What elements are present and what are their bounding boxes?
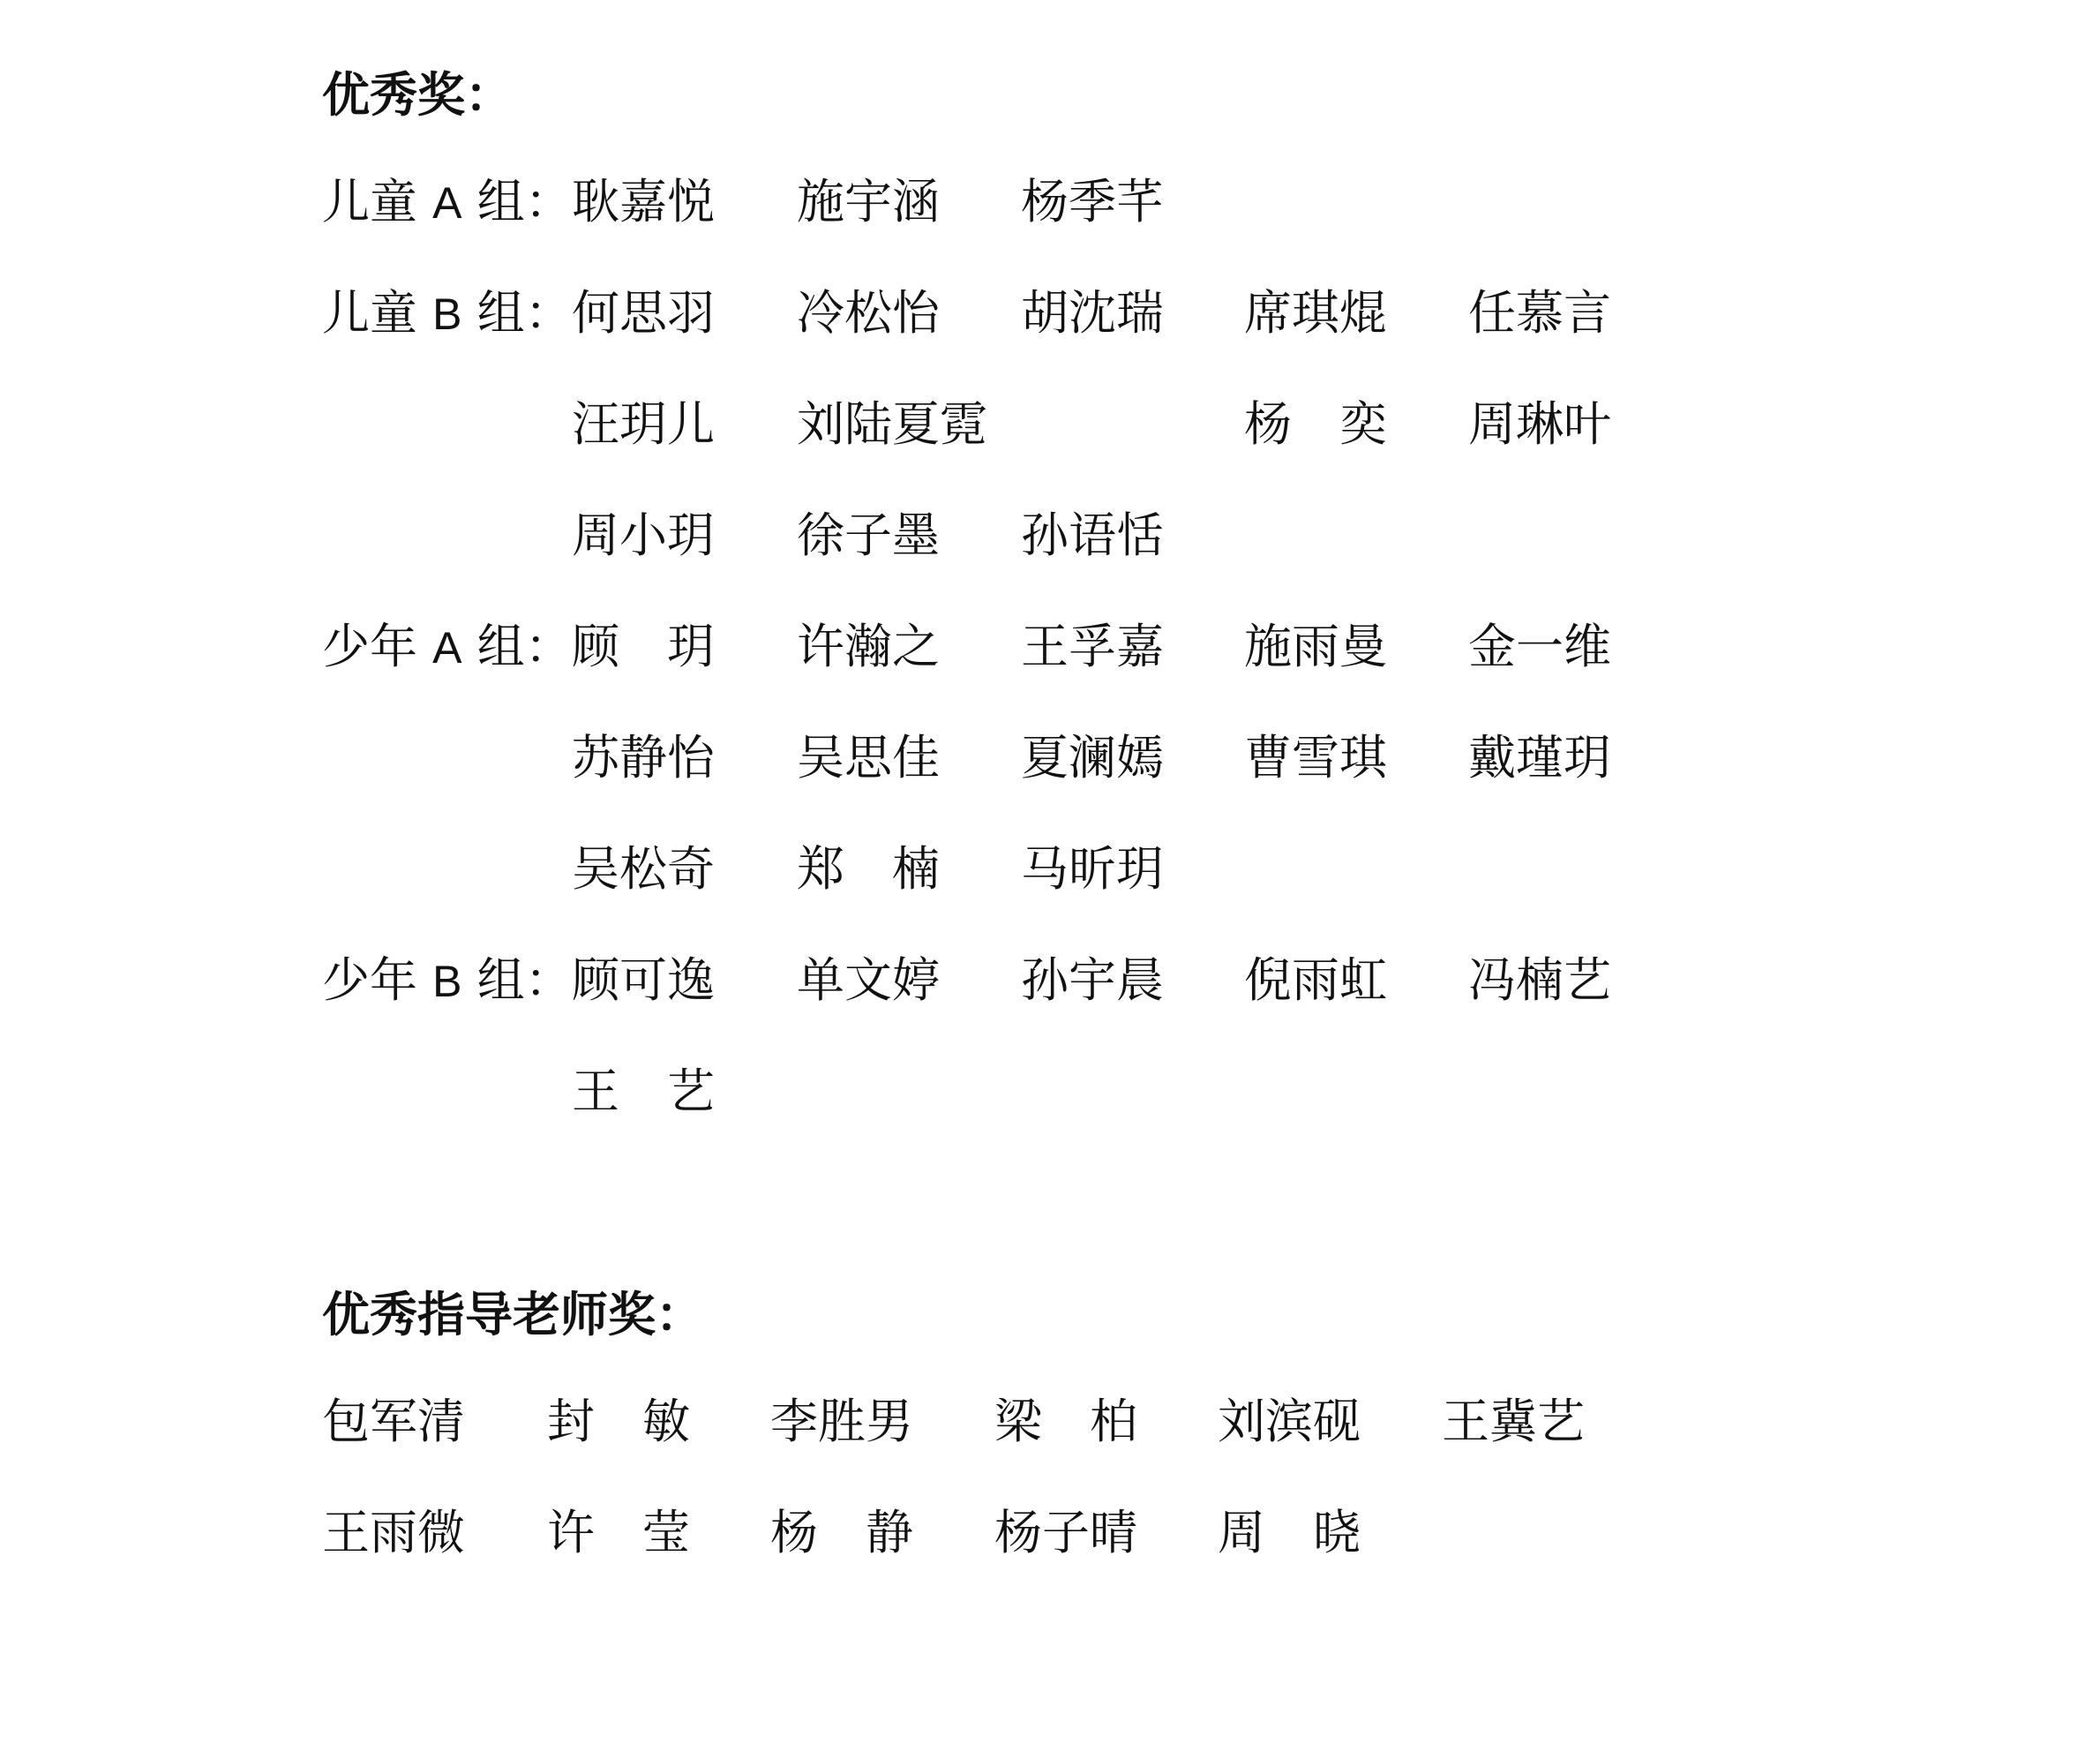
group-label-letter: A (432, 623, 462, 673)
student-name: 顾可逸 (572, 952, 715, 1008)
student-name: 席琪焜 (1244, 285, 1387, 341)
group-label-children-a (322, 171, 573, 234)
teacher-name: 杨子晴 (994, 1505, 1137, 1560)
student-name: 顾 玥 (572, 619, 715, 674)
group-label-letter: A (432, 178, 462, 228)
student-name: 周琳叶 (1468, 396, 1611, 452)
excellence-award-heading: 优秀奖： (322, 67, 513, 123)
student-name: 夏澜嫣 (1021, 730, 1164, 786)
student-name: 郑 楠 (797, 841, 940, 897)
student-name: 耿嘉悦 (572, 174, 715, 229)
teacher-name: 王雨微 (322, 1505, 465, 1560)
student-name: 马昕玥 (1021, 841, 1164, 897)
group-label-suffix: 组： (476, 619, 573, 674)
group-label-youth-b (322, 950, 573, 1012)
student-name: 金一维 (1468, 619, 1611, 674)
student-name: 杨季芊 (1021, 174, 1164, 229)
teacher-award-heading: 优秀指导老师奖： (322, 1287, 703, 1342)
teacher-name: 周 晓 (1218, 1505, 1361, 1560)
teacher-row (0, 1391, 2100, 1453)
award-row (0, 838, 2100, 900)
student-name: 曹雪琪 (1244, 730, 1387, 786)
award-row (0, 505, 2100, 567)
group-label-suffix: 组： (476, 952, 573, 1008)
student-name: 吴松奇 (572, 841, 715, 897)
teacher-name: 许 莹 (547, 1505, 690, 1560)
student-name: 苏静怡 (572, 730, 715, 786)
student-name: 任慕言 (1468, 285, 1611, 341)
student-name: 孙语恬 (1021, 507, 1164, 563)
student-name: 施宇涵 (797, 174, 940, 229)
teacher-name: 王冀艺 (1442, 1394, 1585, 1449)
teacher-name: 封 敏 (547, 1394, 690, 1449)
student-name: 倪雨虹 (1244, 952, 1387, 1008)
award-row (0, 950, 2100, 1011)
award-row (0, 282, 2100, 344)
award-row (0, 394, 2100, 455)
student-name: 周小玥 (572, 507, 715, 563)
student-name: 何思羽 (572, 285, 715, 341)
award-row (0, 171, 2100, 233)
award-row (0, 616, 2100, 678)
student-name: 冷松怡 (797, 285, 940, 341)
student-name: 许瀚之 (797, 619, 940, 674)
teacher-name: 包军清 (322, 1394, 465, 1449)
group-label-letter: B (432, 957, 462, 1006)
teacher-name: 刘滨砚 (1218, 1394, 1361, 1449)
group-label-children-b (322, 282, 573, 345)
student-name: 施雨曼 (1244, 619, 1387, 674)
student-name: 吴思佳 (797, 730, 940, 786)
student-name: 胡沈瑞 (1021, 285, 1164, 341)
group-label-letter: B (432, 289, 462, 339)
student-name: 刘陆夏霓 (797, 396, 987, 452)
teacher-name: 梁 柏 (994, 1394, 1137, 1449)
group-label-suffix: 组： (476, 174, 573, 229)
student-name: 王 艺 (572, 1064, 715, 1119)
teacher-row (0, 1502, 2100, 1564)
student-name: 冯楠艺 (1468, 952, 1611, 1008)
group-label-prefix: 儿童 (322, 174, 417, 229)
group-label-prefix: 少年 (322, 619, 417, 674)
group-label-prefix: 儿童 (322, 285, 417, 341)
student-name: 汪玥儿 (572, 396, 715, 452)
student-name: 徐子墨 (797, 507, 940, 563)
student-name: 王孚嘉 (1021, 619, 1164, 674)
award-row (0, 727, 2100, 789)
teacher-name: 李胜男 (770, 1394, 913, 1449)
student-name: 戴瑾玥 (1468, 730, 1611, 786)
student-name: 单文婷 (797, 952, 940, 1008)
award-row (0, 1061, 2100, 1123)
group-label-suffix: 组： (476, 285, 573, 341)
group-label-prefix: 少年 (322, 952, 417, 1008)
group-label-youth-a (322, 616, 573, 679)
teacher-name: 杨 静 (770, 1505, 913, 1560)
student-name: 孙宇晨 (1021, 952, 1164, 1008)
student-name: 杨 奕 (1244, 396, 1387, 452)
